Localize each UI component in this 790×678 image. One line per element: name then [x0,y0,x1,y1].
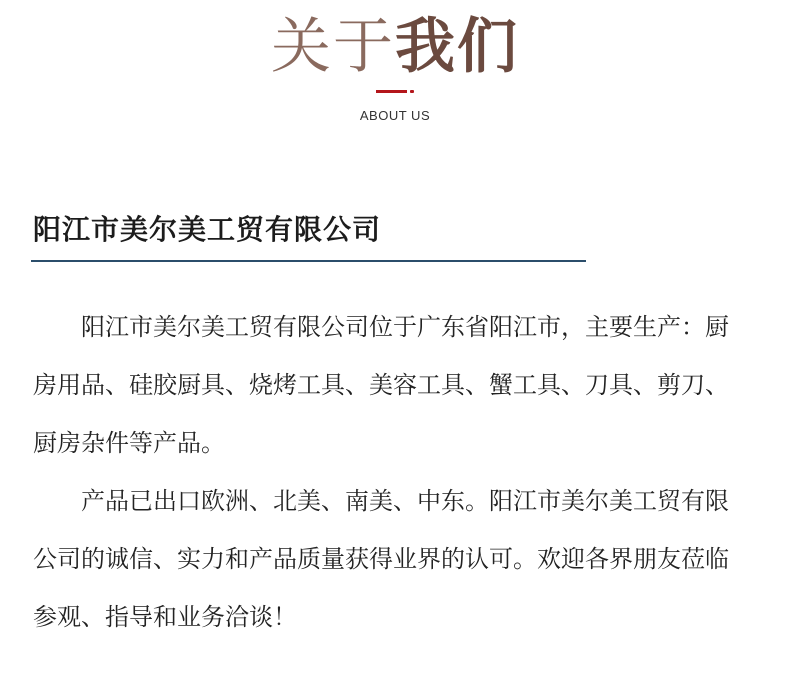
description-paragraph: 产品已出口欧洲、北美、南美、中东。阳江市美尔美工贸有限公司的诚信、实力和产品质量获得业界的认可。欢迎各界朋友莅临参观、指导和业务洽谈！ [33,487,729,631]
accent-bar [376,90,407,93]
page-subtitle: ABOUT US [359,108,431,123]
heading-underline-divider [31,260,586,262]
company-description [33,298,748,646]
page-title [0,10,790,84]
accent-dot [410,90,414,93]
description-paragraph: 阳江市美尔美工贸有限公司位于广东省阳江市，主要生产：厨房用品、硅胶厨具、烧烤工具、美容工具、蟹工具、刀具、剪刀、厨房杂件等产品。 [33,313,729,457]
company-name-heading: 阳江市美尔美工贸有限公司 [33,213,382,246]
page-header [0,10,790,84]
title-accent-divider [376,90,414,93]
page-title-bold: 我们 [395,12,519,82]
page-title-light: 关于 [271,12,395,82]
